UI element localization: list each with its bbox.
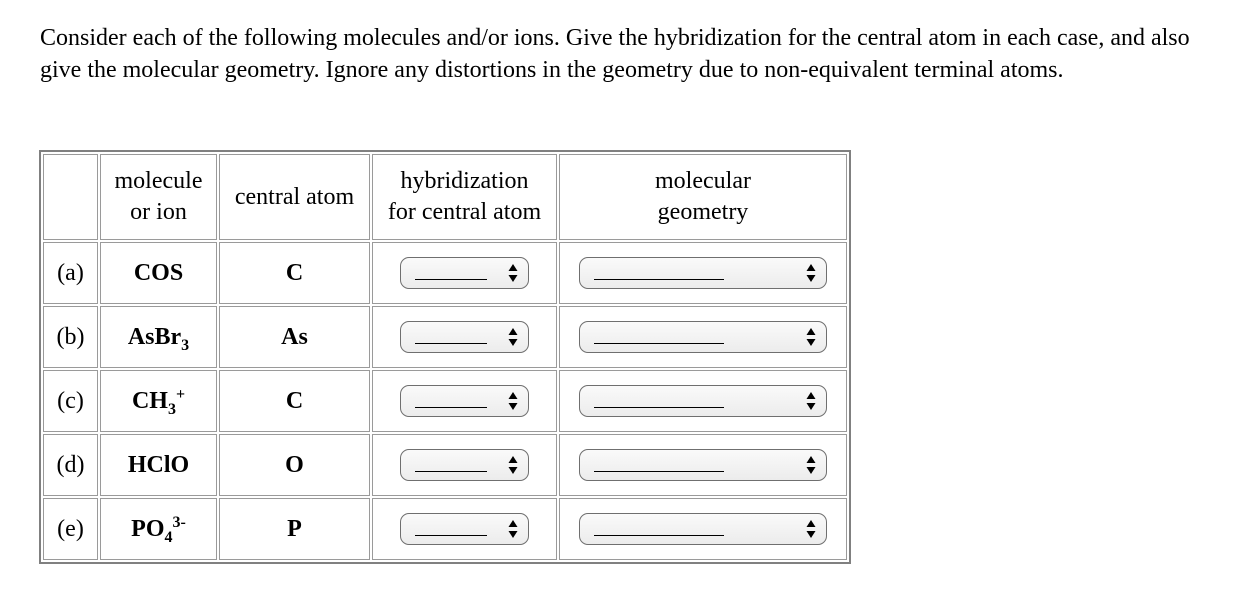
up-down-arrows-icon — [806, 391, 816, 411]
hybridization-cell — [372, 370, 557, 432]
hybridization-select[interactable] — [400, 513, 529, 545]
central-atom: P — [219, 498, 370, 560]
molecule-subscript: 3 — [167, 400, 176, 418]
geometry-select[interactable] — [579, 257, 827, 289]
header-central-atom: central atom — [219, 154, 370, 240]
row-label: (d) — [43, 434, 98, 496]
geometry-select[interactable] — [579, 513, 827, 545]
molecule-formula — [100, 370, 217, 432]
hybridization-cell — [372, 434, 557, 496]
molecule-subscript: 3 — [181, 336, 190, 354]
hybridization-blank — [415, 471, 487, 472]
table-row — [43, 242, 847, 304]
table-row — [43, 434, 847, 496]
molecule-formula — [100, 498, 217, 560]
molecule-superscript: + — [175, 385, 186, 403]
up-down-arrows-icon — [806, 327, 816, 347]
geometry-cell — [559, 498, 847, 560]
hybridization-blank — [415, 343, 487, 344]
up-down-arrows-icon — [508, 455, 518, 475]
central-atom: As — [219, 306, 370, 368]
table-row — [43, 306, 847, 368]
header-label — [43, 154, 98, 240]
geometry-cell — [559, 370, 847, 432]
geometry-blank — [594, 279, 724, 280]
header-row — [43, 154, 847, 240]
up-down-arrows-icon — [508, 391, 518, 411]
geometry-cell — [559, 434, 847, 496]
up-down-arrows-icon — [508, 327, 518, 347]
header-geometry — [559, 154, 847, 240]
geometry-blank — [594, 471, 724, 472]
up-down-arrows-icon — [806, 455, 816, 475]
row-label: (b) — [43, 306, 98, 368]
molecule-formula — [100, 242, 217, 304]
molecule-base: COS — [133, 259, 184, 286]
hybridization-select[interactable] — [400, 385, 529, 417]
header-geometry-line1: molecular — [655, 168, 751, 194]
geometry-select[interactable] — [579, 385, 827, 417]
molecule-formula — [100, 306, 217, 368]
geometry-cell — [559, 242, 847, 304]
geometry-blank — [594, 535, 724, 536]
header-hybridization — [372, 154, 557, 240]
table-row — [43, 370, 847, 432]
hybridization-blank — [415, 407, 487, 408]
hybridization-select[interactable] — [400, 449, 529, 481]
up-down-arrows-icon — [508, 263, 518, 283]
molecule-base: AsBr — [127, 323, 182, 350]
molecule-superscript: 3- — [172, 513, 186, 531]
hybridization-cell — [372, 242, 557, 304]
hybridization-blank — [415, 535, 487, 536]
header-hybridization-line2: for central atom — [387, 199, 542, 225]
header-hybridization-line1: hybridization — [400, 168, 529, 194]
geometry-select[interactable] — [579, 321, 827, 353]
up-down-arrows-icon — [508, 519, 518, 539]
geometry-blank — [594, 343, 724, 344]
molecule-formula — [100, 434, 217, 496]
geometry-blank — [594, 407, 724, 408]
hybridization-cell — [372, 306, 557, 368]
up-down-arrows-icon — [806, 519, 816, 539]
geometry-select[interactable] — [579, 449, 827, 481]
molecule-base: HClO — [127, 451, 190, 478]
central-atom: C — [219, 370, 370, 432]
header-molecule-line2: or ion — [130, 199, 187, 225]
row-label: (a) — [43, 242, 98, 304]
header-geometry-line2: geometry — [657, 199, 749, 225]
central-atom: C — [219, 242, 370, 304]
molecule-base: CH — [131, 387, 168, 414]
question-prompt: Consider each of the following molecules and/or ions. Give the hybridization for the central atom in each case, and also give the molecular geometry. Ignore any distortions in the geometry due to non-equivalent terminal atoms. — [40, 25, 1190, 83]
geometry-cell — [559, 306, 847, 368]
hybridization-blank — [415, 279, 487, 280]
hybridization-select[interactable] — [400, 321, 529, 353]
header-molecule-line1: molecule — [114, 168, 203, 194]
hybridization-cell — [372, 498, 557, 560]
header-molecule — [100, 154, 217, 240]
molecule-base: PO — [131, 515, 165, 542]
up-down-arrows-icon — [806, 263, 816, 283]
row-label: (e) — [43, 498, 98, 560]
row-label: (c) — [43, 370, 98, 432]
central-atom: O — [219, 434, 370, 496]
table-row — [43, 498, 847, 560]
question-table — [39, 150, 851, 564]
molecule-subscript: 4 — [164, 528, 173, 546]
hybridization-select[interactable] — [400, 257, 529, 289]
